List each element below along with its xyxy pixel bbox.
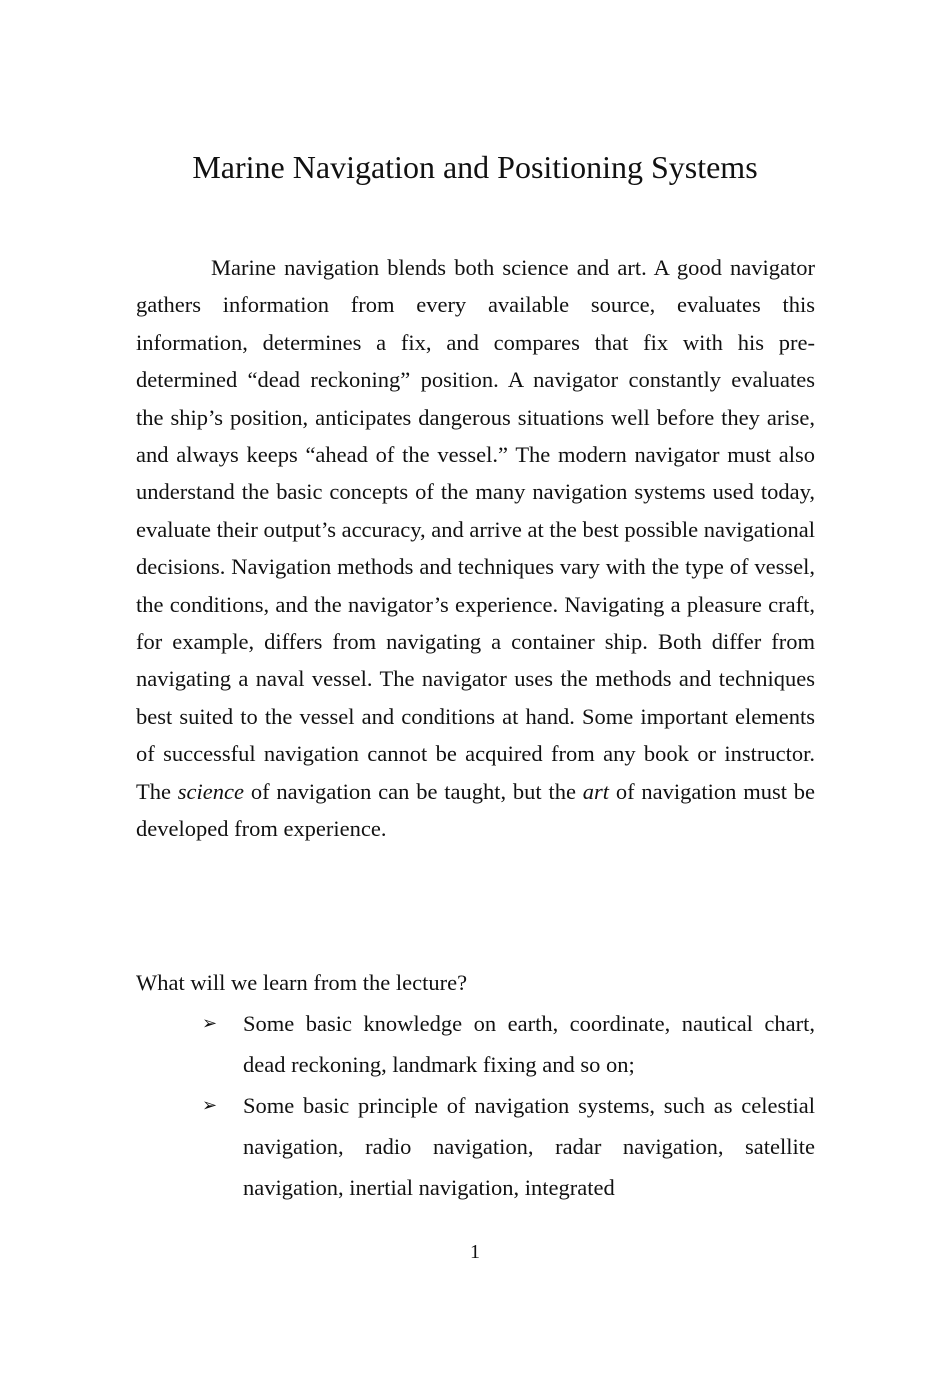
paragraph-text-part2: of navigation can be taught, but the	[250, 778, 576, 804]
emphasis-art: art	[582, 778, 610, 804]
learning-objectives-list	[136, 1003, 815, 1208]
page-title: Marine Navigation and Positioning Systems	[192, 149, 758, 185]
emphasis-science: science	[177, 778, 245, 804]
page-number: 1	[470, 1241, 480, 1263]
intro-paragraph	[136, 249, 815, 848]
list-item-text: Some basic principle of navigation systems, such as celestial navigation, radio navigation, radar navigation, satellite navigation, inertial navigation, integrated	[243, 1093, 815, 1200]
paragraph-text-part1: Marine navigation blends both science and art. A good navigator gathers information from every available source, evaluates this information, determines a fix, and compares that fix with his pre-determined “dead reckoning” position. A navigator constantly evaluates the ship’s position, anticipates dangerous situations well before they arise, and always keeps “ahead of the vessel.” The modern navigator must also understand the basic concepts of the many navigation systems used today, evaluate their output’s accuracy, and arrive at the best possible navigational decisions. Navigation methods and techniques vary with the type of vessel, the conditions, and the navigator’s experience. Navigating a pleasure craft, for example, differs from navigating a container ship. Both differ from navigating a naval vessel. The navigator uses the methods and techniques best suited to the vessel and conditions at hand. Some important elements of successful navigation cannot be acquired from any book or instructor. The	[136, 255, 815, 804]
list-item	[136, 1085, 815, 1208]
paragraph-text-part3: of navigation must be developed from experience.	[136, 778, 816, 842]
list-item	[136, 1003, 815, 1085]
lecture-question: What will we learn from the lecture?	[136, 970, 468, 995]
list-item-text: Some basic knowledge on earth, coordinate, nautical chart, dead reckoning, landmark fixing and so on;	[243, 1011, 815, 1077]
arrowhead-bullet-icon: ➢	[202, 1095, 218, 1116]
arrowhead-bullet-icon: ➢	[202, 1013, 218, 1034]
